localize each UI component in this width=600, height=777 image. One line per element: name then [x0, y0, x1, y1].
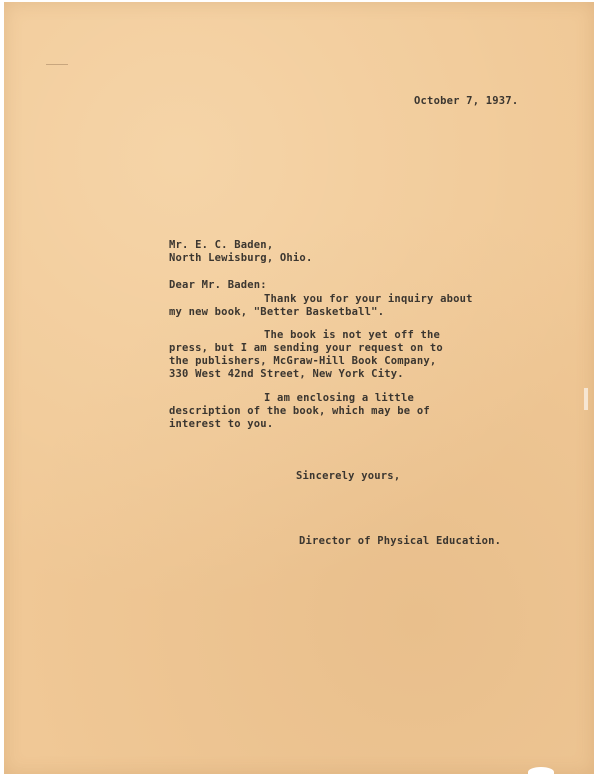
- signature-title: Director of Physical Education.: [299, 535, 502, 547]
- salutation: Dear Mr. Baden:: [169, 279, 267, 291]
- paragraph-3-line-3: interest to you.: [169, 418, 274, 430]
- paragraph-3-line-1: I am enclosing a little: [264, 392, 414, 404]
- letter-date: October 7, 1937.: [414, 95, 519, 107]
- recipient-name: Mr. E. C. Baden,: [169, 239, 274, 251]
- closing: Sincerely yours,: [296, 470, 401, 482]
- paper-tear: [528, 767, 554, 777]
- paper-mark: [46, 64, 68, 65]
- recipient-address: North Lewisburg, Ohio.: [169, 252, 313, 264]
- paragraph-2-line-2: press, but I am sending your request on to: [169, 342, 443, 354]
- paragraph-2-line-1: The book is not yet off the: [264, 329, 441, 341]
- paragraph-1-line-2: my new book, "Better Basketball".: [169, 306, 385, 318]
- paragraph-2-line-3: the publishers, McGraw-Hill Book Company,: [169, 355, 437, 367]
- letter-page: [4, 2, 594, 774]
- paragraph-3-line-2: description of the book, which may be of: [169, 405, 430, 417]
- paragraph-2-line-4: 330 West 42nd Street, New York City.: [169, 368, 404, 380]
- paper-edge-notch: [584, 388, 588, 410]
- paragraph-1-line-1: Thank you for your inquiry about: [264, 293, 473, 305]
